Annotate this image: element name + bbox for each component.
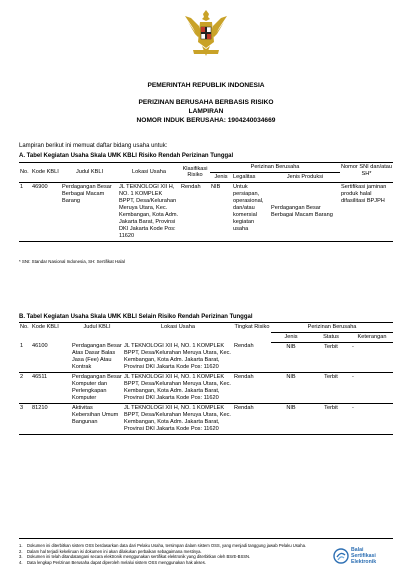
notes-divider	[19, 538, 393, 539]
cell-keterangan: -	[351, 373, 393, 404]
document-title: PERIZINAN BERUSAHA BERBASIS RISIKO	[138, 99, 274, 106]
col-group-perizinan: Perizinan Berusaha	[271, 323, 393, 333]
cell-jenis: NIB	[271, 404, 311, 435]
section-b-title: B. Tabel Kegiatan Usaha Skala UMK KBLI Selain Risiko Rendah Perizinan Tunggal	[19, 314, 253, 320]
bsre-logo	[333, 546, 393, 570]
cell-no: 1	[19, 342, 31, 372]
cell-lokasi: JL TEKNOLOGI XII H, NO. 1 KOMPLEK BPPT, Desa/Kelurahan Meruya Utara, Kec. Kembangan, Kota Adm. Jakarta Barat, Provinsi DKI Jakarta Kode Pos: 11620	[123, 373, 233, 404]
cell-klasifikasi: Rendah	[180, 182, 210, 241]
cell-no: 1	[19, 182, 31, 241]
cell-status: Terbit	[311, 404, 351, 435]
garuda-emblem-icon	[183, 8, 229, 60]
cell-tingkat: Rendah	[233, 373, 271, 404]
table-row	[19, 342, 393, 372]
col-header-no: No.	[19, 323, 31, 343]
col-header-kode: Kode KBLI	[31, 163, 61, 183]
cell-kode: 46100	[31, 342, 71, 372]
cell-lokasi: JL TEKNOLOGI XII H, NO. 1 KOMPLEK BPPT, Desa/Kelurahan Meruya Utara, Kec. Kembangan, Kota Adm. Jakarta Barat, Provinsi DKI Jakarta Kode Pos: 11620	[118, 182, 180, 241]
section-a-footnote: * SNI: Standar Nasional Indonesia, SH: Sertifikat Halal	[19, 259, 125, 264]
col-header-judul: Judul KBLI	[61, 163, 118, 183]
bsre-line2: Sertifikasi	[351, 552, 376, 559]
col-header-lokasi: Lokasi Usaha	[123, 323, 233, 343]
cell-no: 3	[19, 404, 31, 435]
col-header-jenis: Jenis	[210, 172, 232, 182]
cell-judul: Aktivitas Kebersihan Umum Bangunan	[71, 404, 123, 435]
cell-kode: 46511	[31, 373, 71, 404]
table-row	[19, 404, 393, 435]
col-header-jenis: Jenis	[271, 332, 311, 342]
note-item: 4. Data lengkap Perizinan Berusaha dapat diperoleh melalui sistem OSS menggunakan hak akses.	[19, 560, 207, 566]
col-header-sni: Nomor SNI dan/atau SH*	[340, 163, 393, 183]
col-group-perizinan: Perizinan Berusaha	[210, 163, 340, 173]
col-header-legalitas: Legalitas	[232, 172, 270, 182]
cell-keterangan: -	[351, 342, 393, 372]
table-row	[19, 182, 393, 241]
col-header-keterangan: Keterangan	[351, 332, 393, 342]
document-subtitle: LAMPIRAN	[188, 108, 224, 115]
note-item: 1. Dokumen ini diterbitkan sistem OSS berdasarkan data dari Pelaku Usaha, tersimpan dalam sistem OSS, yang menjadi tanggung jawab Pelaku Usaha.	[19, 543, 307, 548]
cell-produksi: Perdagangan Besar Berbagai Macam Barang	[270, 182, 340, 241]
cell-lokasi: JL TEKNOLOGI XII H, NO. 1 KOMPLEK BPPT, Desa/Kelurahan Meruya Utara, Kec. Kembangan, Kota Adm. Jakarta Barat, Provinsi DKI Jakarta Kode Pos: 11620	[123, 404, 233, 435]
cell-lokasi: JL TEKNOLOGI XII H, NO. 1 KOMPLEK BPPT, Desa/Kelurahan Meruya Utara, Kec. Kembangan, Kota Adm. Jakarta Barat, Provinsi DKI Jakarta Kode Pos: 11620	[123, 342, 233, 372]
cell-kode: 81210	[31, 404, 71, 435]
col-header-judul: Judul KBLI	[71, 323, 123, 343]
note-item: 2. Dalam hal terjadi kekeliruan isi dokumen ini akan dilakukan perbaikan sebagaimana mestinya.	[19, 548, 202, 554]
cell-judul: Perdagangan Besar Komputer dan Perlengkapan Komputer	[71, 373, 123, 404]
intro-text: Lampiran berikut ini memuat daftar bidang usaha untuk:	[19, 143, 168, 149]
bsre-emblem-icon	[333, 548, 349, 564]
section-a-title: A. Tabel Kegiatan Usaha Skala UMK KBLI Risiko Rendah Perizinan Tunggal	[19, 153, 234, 159]
note-item: 3. Dokumen ini telah ditandatangani secara elektronik menggunakan sertifikat elektronik yang diterbitkan oleh BSrE-BSSN.	[19, 554, 251, 560]
cell-kode: 46900	[31, 182, 61, 241]
col-header-klasifikasi: Klasifikasi Risiko	[180, 163, 210, 183]
cell-no: 2	[19, 373, 31, 404]
cell-judul: Perdagangan Besar Berbagai Macam Barang	[61, 182, 118, 241]
notes-list	[19, 543, 319, 566]
col-header-tingkat: Tingkat Risiko	[233, 323, 271, 343]
col-header-kode: Kode KBLI	[31, 323, 71, 343]
cell-tingkat: Rendah	[233, 404, 271, 435]
col-header-lokasi: Lokasi Usaha	[118, 163, 180, 183]
section-a-table	[19, 162, 393, 242]
table-row	[19, 373, 393, 404]
cell-jenis: NIB	[210, 182, 232, 241]
col-header-produksi: Jenis Produksi	[270, 172, 340, 182]
col-header-no: No.	[19, 163, 31, 183]
cell-sni: Sertifikasi jaminan produk halal difasilitasi BPJPH	[340, 182, 393, 241]
cell-status: Terbit	[311, 342, 351, 372]
bsre-line1: Balai	[351, 547, 364, 553]
cell-jenis: NIB	[271, 342, 311, 372]
cell-legalitas: Untuk persiapan, operasional, dan/atau komersial kegiatan usaha	[232, 182, 270, 241]
cell-keterangan: -	[351, 404, 393, 435]
section-b-table	[19, 322, 393, 435]
cell-tingkat: Rendah	[233, 342, 271, 372]
bsre-line3: Elektronik	[351, 558, 377, 565]
cell-status: Terbit	[311, 373, 351, 404]
cell-judul: Perdagangan Besar Atas Dasar Balas Jasa (Fee) Atau Kontrak	[71, 342, 123, 372]
government-header: PEMERINTAH REPUBLIK INDONESIA	[147, 82, 265, 89]
nib-number: NOMOR INDUK BERUSAHA: 1904240034669	[136, 117, 276, 124]
col-header-status: Status	[311, 332, 351, 342]
cell-jenis: NIB	[271, 373, 311, 404]
